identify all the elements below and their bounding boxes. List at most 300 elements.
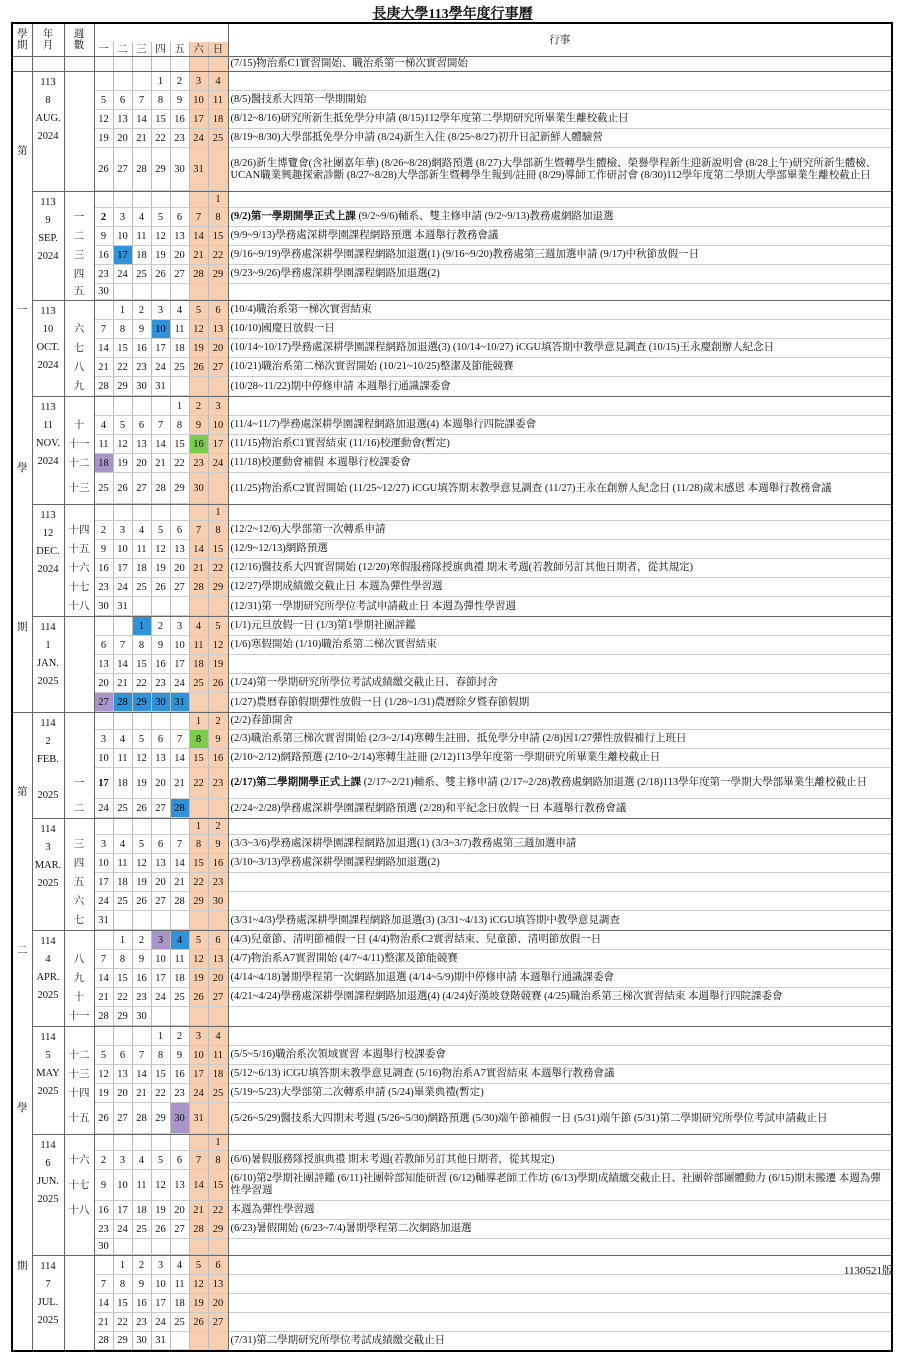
week-number [65, 1256, 94, 1275]
day-cell: 2 [209, 713, 228, 729]
event-line [229, 1007, 892, 1026]
day-cell: 2 [95, 208, 114, 226]
month-label-line: 2024 [37, 251, 59, 262]
month-label-line: FEB. [37, 754, 59, 765]
day-cell-empty [209, 1239, 228, 1254]
day-cell: 6 [133, 416, 152, 434]
week-number: 十一 [68, 1010, 90, 1022]
day-cell-empty [114, 57, 133, 71]
week-number-cell [64, 1027, 94, 1135]
day-cell-empty [171, 911, 190, 929]
event-line [229, 819, 892, 835]
day-cell: 24 [171, 674, 190, 692]
day-cell: 14 [190, 227, 209, 245]
version-label: 1130521版 [843, 1265, 893, 1277]
day-cell-empty [152, 1007, 171, 1025]
day-cell: 6 [114, 91, 133, 109]
event-line [229, 655, 892, 674]
day-cell: 16 [190, 435, 209, 453]
week-number [65, 1239, 94, 1255]
day-cell-empty [209, 284, 228, 299]
day-cell-empty [114, 397, 133, 415]
week-number: 一 [73, 211, 85, 223]
day-cell: 9 [95, 227, 114, 245]
day-cell: 15 [209, 227, 228, 245]
day-cell: 31 [171, 693, 190, 711]
day-cell: 14 [95, 339, 114, 357]
event-text-part: (1/27)農曆春節假期彈性放假一日 (1/28~1/31)農曆除夕暨春節假期 [230, 696, 530, 708]
week-days-row [95, 1103, 228, 1134]
day-cell: 13 [152, 854, 171, 872]
event-text-part: (2/24~2/28)學務處深耕學園課程網路預選 (2/28)和平紀念日放假一日 本週舉行教務會議 [230, 802, 627, 814]
day-cell: 11 [171, 1275, 190, 1293]
day-cell-empty [95, 505, 114, 520]
day-cell: 5 [133, 835, 152, 853]
month-label-line: APR. [36, 972, 60, 983]
week-days-row [95, 1256, 228, 1275]
month-label [33, 1256, 64, 1350]
month-label-cell [32, 301, 64, 397]
week-number [65, 505, 94, 521]
day-cell: 19 [190, 969, 209, 987]
event-text [231, 1204, 315, 1216]
events-cell [228, 713, 892, 819]
event-text-part: (6/6)暑假服務隊授旗典禮 期末考週(若教師另訂其他日期者，從其規定) [230, 1154, 555, 1165]
day-cell: 20 [133, 454, 152, 472]
month-label [33, 301, 64, 396]
day-cell: 23 [133, 1313, 152, 1331]
week-number-cell [64, 1256, 94, 1352]
day-cell-empty [152, 57, 171, 71]
week-days-row [95, 578, 228, 597]
day-cell: 5 [95, 91, 114, 109]
week-number: 十三 [68, 482, 90, 494]
week-number: 七 [73, 914, 85, 926]
day-cell-empty [133, 72, 152, 90]
day-cell-empty [209, 693, 228, 711]
week-days-row [95, 397, 228, 416]
day-cell: 16 [95, 1201, 114, 1219]
week-number: 六 [73, 323, 85, 335]
day-cell: 6 [114, 1046, 133, 1064]
week-number: 六 [73, 895, 85, 907]
header-year-month-char: 年 [42, 29, 54, 40]
event-text [231, 323, 335, 335]
day-cell: 19 [152, 559, 171, 577]
event-text [231, 1154, 555, 1166]
day-cell: 8 [133, 636, 152, 654]
week-number [65, 397, 94, 416]
day-cell-empty [152, 505, 171, 520]
week-days-row [95, 674, 228, 693]
event-text [231, 1068, 615, 1080]
day-cell-empty [133, 713, 152, 729]
day-cell: 12 [152, 227, 171, 245]
semester-char: 期 [17, 622, 28, 634]
month-label-cell [32, 931, 64, 1027]
day-cell-empty [209, 1332, 228, 1349]
event-line [229, 265, 892, 284]
day-cell: 30 [133, 1332, 152, 1349]
day-cell: 31 [152, 1332, 171, 1349]
event-text [231, 304, 372, 316]
day-cell: 13 [209, 1275, 228, 1293]
month-label-line: 2025 [37, 676, 59, 687]
day-cell: 18 [171, 969, 190, 987]
day-cell: 5 [190, 1256, 209, 1274]
week-days-row [95, 1007, 228, 1026]
day-cell: 17 [114, 246, 133, 264]
event-text-part: (12/2~12/6)大學部第一次轉系申請 [230, 524, 386, 535]
event-line [229, 110, 892, 129]
day-cell: 11 [190, 636, 209, 654]
day-cell: 13 [114, 110, 133, 128]
event-text [231, 1335, 446, 1347]
event-line [229, 72, 892, 91]
day-cell: 15 [114, 969, 133, 987]
days-cell [94, 931, 228, 1027]
day-cell-empty [152, 284, 171, 299]
month-label-line: 2025 [37, 990, 59, 1001]
day-cell-empty [95, 397, 114, 415]
month-label-line: 114 [40, 622, 56, 633]
day-cell: 3 [152, 1256, 171, 1274]
day-cell: 21 [95, 988, 114, 1006]
month-label-line: 2024 [37, 564, 59, 575]
day-cell-empty [190, 1332, 209, 1349]
event-text-part: (10/10)國慶日放假一日 [230, 323, 335, 334]
day-cell: 24 [152, 1313, 171, 1331]
day-cell: 7 [95, 950, 114, 968]
day-cell: 5 [133, 730, 152, 748]
event-text [231, 838, 577, 850]
day-cell: 29 [209, 1220, 228, 1238]
day-cell: 17 [209, 435, 228, 453]
week-days-row [95, 148, 228, 191]
day-cell-empty [95, 1135, 114, 1150]
event-text-part: (10/4)職治系第一梯次實習結束 [230, 304, 372, 315]
event-text-part: (2/10~2/12)網路預選 (2/10~2/14)寒轉生註冊 (2/12)113學年度第一學期研究所畢業生離校截止日 [230, 752, 661, 763]
calendar-table-wrapper [11, 22, 893, 1352]
day-cell: 1 [114, 931, 133, 949]
day-cell: 25 [171, 358, 190, 376]
header-semester-char: 學 [17, 29, 28, 40]
day-cell: 26 [190, 358, 209, 376]
day-cell: 20 [114, 1084, 133, 1102]
day-cell: 18 [209, 110, 228, 128]
event-text-part: (3/31~4/3)學務處深耕學園課程網路加退選(3) (3/31~4/13) iCGU填答期中教學意見調查 [230, 914, 620, 926]
week-number-cell [64, 397, 94, 505]
event-text-part: (4/21~4/24)學務處深耕學園課程網路加退選(4) (4/24)好漢坡登階競賽 (4/25)職治系第三梯次實習結束 本週舉行四院課委會 [230, 991, 783, 1002]
week-days-row [95, 655, 228, 674]
day-cell-empty [209, 597, 228, 615]
month-label-cell [32, 192, 64, 301]
day-cell: 16 [133, 339, 152, 357]
week-days-row [95, 1220, 228, 1239]
day-cell: 19 [95, 1084, 114, 1102]
day-cell-empty [114, 617, 133, 635]
day-cell-empty [190, 1007, 209, 1025]
event-line [229, 1103, 892, 1134]
day-cell-empty [190, 57, 209, 71]
week-number [65, 931, 94, 950]
week-days-row [95, 110, 228, 129]
day-cell: 19 [95, 129, 114, 147]
day-cell: 13 [209, 950, 228, 968]
event-text [231, 639, 437, 651]
event-line [229, 835, 892, 854]
event-line [229, 950, 892, 969]
week-number-cell [64, 301, 94, 397]
day-cell: 7 [114, 636, 133, 654]
day-cell: 28 [114, 693, 133, 711]
week-days-row [95, 454, 228, 473]
pre-semester-blank [12, 57, 32, 72]
week-number: 十 [73, 419, 85, 431]
day-cell: 30 [95, 284, 114, 299]
day-cell: 27 [95, 693, 114, 711]
month-label-line: 113 [40, 510, 56, 521]
day-cell: 4 [171, 301, 190, 319]
event-text-part: (4/7)物治系A7實習開始 (4/7~4/11)整潔及節能競賽 [230, 953, 458, 964]
month-label-line: 12 [42, 528, 54, 539]
event-text-part: (8/12~8/16)研究所新生抵免學分申請 (8/15)112學年度第二學期研究所畢業生離校截止日 [230, 113, 629, 124]
event-line [229, 521, 892, 540]
day-cell: 23 [209, 873, 228, 891]
day-cell: 9 [190, 416, 209, 434]
events-cell [228, 617, 892, 713]
event-line [229, 1313, 892, 1332]
event-line [229, 1239, 892, 1255]
week-days-row [95, 693, 228, 712]
day-cell: 1 [133, 617, 152, 635]
day-cell-empty [114, 713, 133, 729]
day-cell: 27 [171, 578, 190, 596]
day-cell: 10 [152, 950, 171, 968]
day-cell: 17 [95, 768, 114, 798]
week-number: 四 [73, 857, 85, 869]
week-number [65, 148, 94, 191]
event-text [231, 581, 443, 593]
day-cell: 14 [152, 435, 171, 453]
day-cell: 2 [171, 1027, 190, 1045]
day-cell: 18 [114, 768, 133, 798]
week-number [65, 129, 94, 148]
events-cell [228, 192, 892, 301]
day-cell: 12 [190, 1275, 209, 1293]
event-text-part: (1/24)第一學期研究所學位考試成績繳交截止日、春節封舍 [230, 677, 498, 688]
event-line [229, 339, 892, 358]
day-cell: 19 [190, 339, 209, 357]
day-cell: 25 [114, 892, 133, 910]
day-cell-empty [114, 819, 133, 834]
day-cell: 4 [171, 1256, 190, 1274]
day-cell-empty [152, 397, 171, 415]
day-cell: 25 [171, 988, 190, 1006]
event-line [229, 473, 892, 504]
week-number-cell [64, 819, 94, 931]
week-number [65, 1220, 94, 1239]
day-cell: 11 [171, 950, 190, 968]
day-cell: 4 [209, 72, 228, 90]
day-cell: 23 [171, 1084, 190, 1102]
month-label-line: 2025 [37, 790, 59, 801]
day-cell: 3 [152, 301, 171, 319]
event-line [229, 730, 892, 749]
day-cell: 30 [95, 597, 114, 615]
header-days [94, 23, 228, 57]
header-row [12, 23, 892, 57]
event-line [229, 1275, 892, 1294]
semester-cell [12, 72, 32, 713]
week-days-row [95, 730, 228, 749]
days-cell [94, 397, 228, 505]
event-text-part: (1/6)寒假開始 (1/10)職治系第二梯次實習結束 [230, 639, 437, 650]
day-cell-empty [133, 192, 152, 207]
event-line [229, 435, 892, 454]
week-days-row [95, 854, 228, 873]
day-cell: 3 [114, 208, 133, 226]
day-cell: 23 [171, 129, 190, 147]
event-text-part: (9/23~9/26)學務處深耕學園課程網路加退選(2) [230, 268, 440, 279]
day-cell-empty [95, 192, 114, 207]
event-line [229, 854, 892, 873]
event-text-part: (5/19~5/23)大學部第二次轉系申請 (5/24)畢業典禮(暫定) [230, 1087, 484, 1098]
day-cell-empty [114, 284, 133, 299]
day-cell: 7 [133, 91, 152, 109]
day-cell: 15 [152, 110, 171, 128]
day-cell: 13 [171, 227, 190, 245]
event-text-part: (9/16~9/19)學務處深耕學園課程網路加退選(1) (9/16~9/20)教務處第三週加選申請 (9/17)中秋節放假一日 [230, 249, 700, 260]
event-text-part: (11/15)物治系C1實習結束 (11/16)校運動會(暫定) [230, 438, 450, 449]
month-label-cell [32, 1027, 64, 1135]
day-cell: 28 [190, 1220, 209, 1238]
day-cell: 21 [190, 1201, 209, 1219]
day-cell: 10 [190, 1046, 209, 1064]
day-cell: 11 [133, 227, 152, 245]
event-line [229, 129, 892, 148]
day-cell: 25 [209, 129, 228, 147]
event-line [229, 559, 892, 578]
day-cell: 15 [133, 655, 152, 673]
semester-label [13, 72, 32, 707]
day-cell: 5 [152, 208, 171, 226]
day-cell: 23 [152, 674, 171, 692]
day-cell: 11 [114, 749, 133, 767]
header-semester-char: 期 [17, 40, 28, 51]
day-cell-empty [95, 72, 114, 90]
day-cell: 29 [190, 892, 209, 910]
day-cell: 20 [95, 674, 114, 692]
day-cell: 8 [209, 521, 228, 539]
day-cell: 26 [95, 148, 114, 190]
month-label-line: 2025 [37, 1086, 59, 1097]
month-label-line: 8 [45, 95, 51, 106]
event-line [229, 358, 892, 377]
day-cell: 5 [190, 301, 209, 319]
event-line [229, 674, 892, 693]
semester-cell [12, 713, 32, 1352]
month-label-line: 2025 [37, 1194, 59, 1205]
week-number: 三 [73, 838, 85, 850]
day-cell: 22 [114, 988, 133, 1006]
event-text [231, 543, 328, 555]
week-number [65, 730, 94, 749]
event-text-part: (7/31)第二學期研究所學位考試成績繳交截止日 [230, 1335, 446, 1346]
day-cell: 12 [133, 749, 152, 767]
day-cell: 26 [190, 988, 209, 1006]
day-cell: 28 [133, 148, 152, 190]
day-cell: 5 [114, 416, 133, 434]
day-cell: 9 [152, 636, 171, 654]
day-cell: 24 [152, 358, 171, 376]
event-text [231, 677, 498, 689]
day-cell-empty [209, 911, 228, 929]
day-cell: 3 [190, 72, 209, 90]
day-cell: 1 [152, 1027, 171, 1045]
week-number-cell [64, 1135, 94, 1256]
day-cell: 29 [171, 473, 190, 503]
day-cell: 11 [209, 1046, 228, 1064]
day-cell: 6 [171, 521, 190, 539]
header-day-5: 五 [171, 42, 190, 56]
day-cell: 2 [152, 617, 171, 635]
week-number: 十二 [68, 1049, 90, 1061]
week-days-row [95, 320, 228, 339]
day-cell-empty [95, 1256, 114, 1274]
event-text-bold: (2/17)第二學期開學正式上課 [230, 777, 362, 788]
day-cell: 14 [171, 854, 190, 872]
day-cell: 20 [114, 129, 133, 147]
week-days-row [95, 617, 228, 636]
day-cell-empty [133, 57, 152, 71]
event-line [229, 578, 892, 597]
day-cell: 6 [209, 931, 228, 949]
day-cell-empty [95, 931, 114, 949]
day-cell: 2 [95, 521, 114, 539]
pre-semester-days [94, 57, 228, 72]
day-cell-empty [152, 911, 171, 929]
week-days-row [95, 91, 228, 110]
day-cell: 1 [114, 1256, 133, 1274]
event-line [229, 416, 892, 435]
week-days-row [95, 713, 228, 730]
day-cell: 23 [133, 358, 152, 376]
day-cell-empty [190, 377, 209, 395]
day-cell: 25 [171, 1313, 190, 1331]
day-cell-empty [133, 1135, 152, 1150]
day-cell: 18 [171, 339, 190, 357]
week-days-row [95, 819, 228, 835]
week-number: 十六 [68, 1154, 90, 1166]
day-cell-empty [152, 192, 171, 207]
event-text-part: (3/10~3/13)學務處深耕學園課程網路加退選(2) [230, 857, 440, 868]
day-cell-empty [133, 1239, 152, 1254]
event-text-part: (11/18)校運動會補假 本週舉行校課委會 [230, 457, 411, 468]
day-cell-empty [209, 1103, 228, 1133]
month-row [12, 192, 892, 301]
day-cell: 3 [152, 931, 171, 949]
day-cell-empty [114, 505, 133, 520]
day-cell: 26 [152, 265, 171, 283]
day-cell: 8 [152, 1046, 171, 1064]
day-cell: 5 [209, 617, 228, 635]
day-cell-empty [114, 1239, 133, 1254]
month-label-line: 2024 [37, 360, 59, 371]
event-line [229, 1084, 892, 1103]
day-cell-empty [95, 57, 114, 71]
week-days-row [95, 416, 228, 435]
